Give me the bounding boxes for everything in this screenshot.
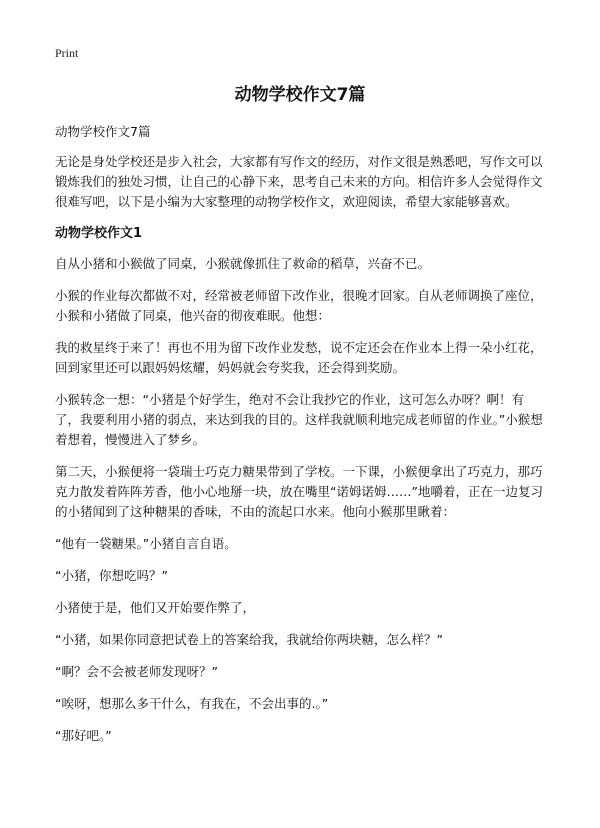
paragraph: 第二天，小猴便将一袋瑞士巧克力糖果带到了学校。一下课，小猴便拿出了巧克力，那巧克力散发着阵阵芳香，他小心地掰一块，放在嘴里“诺姆诺姆……”地嚼着，正在一边复习的小猪闻到了这种糖果的香味，不由的流起口水来。他向小猴那里瞅着： xyxy=(55,464,543,519)
page-title: 动物学校作文7篇 xyxy=(234,85,366,105)
paragraph: 我的救星终于来了！再也不用为留下改作业发愁，说不定还会在作业本上得一朵小红花，回到家里还可以跟妈妈炫耀，妈妈就会夸奖我，还会得到奖励。 xyxy=(55,340,543,375)
paragraph: “那好吧。” xyxy=(55,728,112,743)
article-body xyxy=(55,122,547,758)
paragraph: “小猪，你想吃吗？” xyxy=(55,568,168,583)
paragraph: 小猴的作业每次都做不对，经常被老师留下改作业，很晚才回家。自从老师调换了座位，小猴和小猪做了同桌，他兴奋的彻夜难眠。他想： xyxy=(55,288,543,323)
paragraph: 小猴转念一想：“小猪是个好学生，绝对不会让我抄它的作业，这可怎么办呀？啊！有了，我要利用小猪的弱点，来达到我的目的。这样我就顺利地完成老师留的作业。”小猴想着想着，慢慢进入了梦乡。 xyxy=(55,392,543,447)
intro-paragraph: 无论是身处学校还是步入社会，大家都有写作文的经历，对作文很是熟悉吧，写作文可以锻炼我们的独处习惯，让自己的心静下来，思考自己未来的方向。相信许多人会觉得作文很难写吧，以下是小编为大家整理的动物学校作文，欢迎阅读，希望大家能够喜欢。 xyxy=(55,154,543,209)
section-heading: 动物学校作文1 xyxy=(55,226,143,241)
paragraph: 自从小猪和小猴做了同桌，小猴就像抓住了救命的稻草，兴奋不已。 xyxy=(55,256,431,271)
article-subtitle: 动物学校作文7篇 xyxy=(55,124,151,139)
paragraph: “唉呀，想那么多干什么，有我在，不会出事的.。” xyxy=(55,696,329,711)
paragraph: “小猪，如果你同意把试卷上的答案给我，我就给你两块糖，怎么样？” xyxy=(55,632,443,647)
paragraph: “啊？会不会被老师发现呀？” xyxy=(55,664,218,679)
paragraph: 小猪使于是，他们又开始要作弊了， xyxy=(55,600,256,615)
paragraph: “他有一袋糖果。”小猪自言自语。 xyxy=(55,536,237,551)
print-label: Print xyxy=(55,46,79,60)
